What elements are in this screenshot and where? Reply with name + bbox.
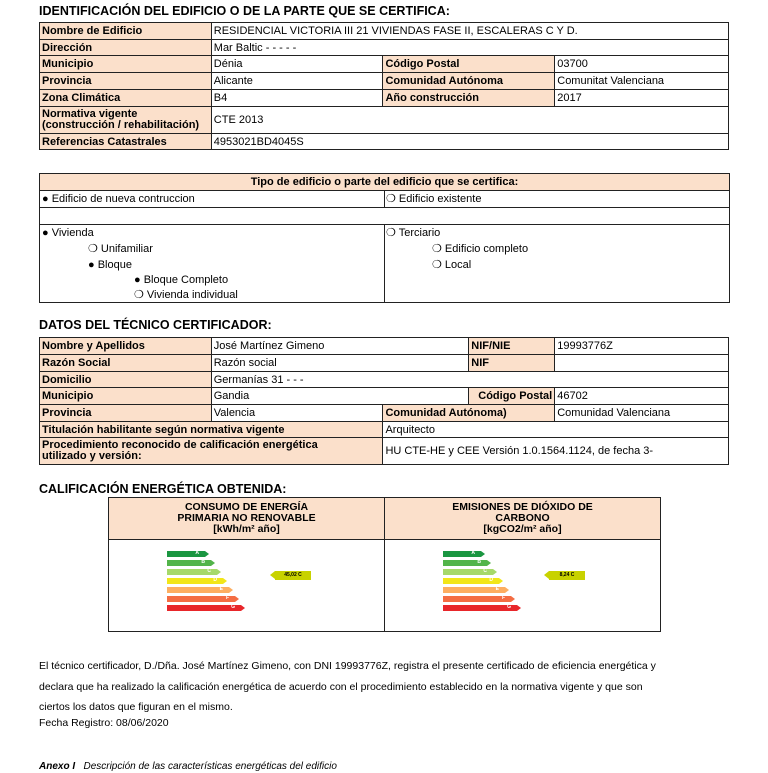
section-title-tecnico: DATOS DEL TÉCNICO CERTIFICADOR: <box>39 318 272 332</box>
declaration-line2: declara que ha realizado la calificación energética de acuerdo con el procedimiento establecido en la normativa vigente y que son <box>39 681 643 693</box>
consumo-scale-letter-e: E <box>219 586 223 592</box>
label-tec-comunidad: Comunidad Autónoma) <box>383 405 555 422</box>
value-ref-catastral: 4953021BD4045S <box>211 134 728 150</box>
emisiones-unit: [kgCO2/m² año] <box>483 523 562 535</box>
label-codigo-postal: Código Postal <box>383 56 555 73</box>
value-comunidad: Comunitat Valenciana <box>555 73 729 90</box>
consumo-scale-bar-c <box>167 569 217 575</box>
emisiones-scale-letter-f: F <box>501 595 505 601</box>
emisiones-scale-bar-e <box>443 587 505 593</box>
technician-table <box>39 337 729 465</box>
label-procedimiento <box>40 438 383 465</box>
normativa-label-line1: Normativa vigente <box>42 108 138 120</box>
label-comunidad: Comunidad Autónoma <box>383 73 555 90</box>
value-razon-social: Razón social <box>211 355 469 372</box>
value-nombre-apellidos: José Martínez Gimeno <box>211 338 469 355</box>
value-nif <box>555 355 729 372</box>
emisiones-scale-bar-d <box>443 578 499 584</box>
label-municipio: Municipio <box>40 56 212 73</box>
emisiones-title-line2: CARBONO <box>495 512 550 524</box>
value-nombre-edificio: RESIDENCIAL VICTORIA III 21 VIVIENDAS FASE II, ESCALERAS C Y D. <box>211 23 728 40</box>
option-terciario: ❍ Terciario <box>386 227 441 239</box>
emisiones-scale-letter-c: C <box>483 568 487 574</box>
emisiones-scale-letter-g: G <box>507 604 511 610</box>
label-nombre-edificio: Nombre de Edificio <box>40 23 212 40</box>
consumo-indicator: 45,02 C <box>275 571 311 580</box>
consumo-unit: [kWh/m² año] <box>213 523 280 535</box>
value-direccion: Mar Baltic - - - - - <box>211 40 728 56</box>
option-local: ❍ Local <box>432 259 472 271</box>
option-bloque-completo: ● Bloque Completo <box>134 274 229 286</box>
option-edificio-completo: ❍ Edificio completo <box>432 243 529 255</box>
label-anio-construccion: Año construcción <box>383 90 555 107</box>
emisiones-scale-letter-d: D <box>489 577 493 583</box>
consumo-scale-letter-a: A <box>195 550 199 556</box>
label-normativa <box>40 107 212 134</box>
consumo-scale-letter-d: D <box>213 577 217 583</box>
consumo-scale-letter-f: F <box>225 595 229 601</box>
emisiones-scale-bar-f <box>443 596 511 602</box>
fecha-registro: Fecha Registro: 08/06/2020 <box>39 717 169 729</box>
emisiones-scale-letter-b: B <box>477 559 481 565</box>
label-nif: NIF <box>469 355 555 372</box>
value-tec-provincia: Valencia <box>211 405 383 422</box>
anexo-label: Anexo I <box>39 761 76 772</box>
declaration-line3: ciertos los datos que figuran en el mismo. <box>39 701 233 713</box>
label-domicilio: Domicilio <box>40 372 212 388</box>
value-nif-nie: 19993776Z <box>555 338 729 355</box>
value-tec-municipio: Gandia <box>211 388 469 405</box>
section-title-calificacion: CALIFICACIÓN ENERGÉTICA OBTENIDA: <box>39 482 287 496</box>
option-edificio-existente: ❍ Edificio existente <box>386 193 482 205</box>
energy-rating-box <box>108 497 661 632</box>
consumo-scale-letter-b: B <box>201 559 205 565</box>
emisiones-scale-letter-e: E <box>495 586 499 592</box>
label-tec-provincia: Provincia <box>40 405 212 422</box>
declaration-text <box>39 656 739 730</box>
emisiones-scale-bar-g <box>443 605 517 611</box>
label-zona-climatica: Zona Climática <box>40 90 212 107</box>
emisiones-header <box>385 502 660 535</box>
emisiones-title-line1: EMISIONES DE DIÓXIDO DE <box>452 501 593 513</box>
consumo-scale-bar-b <box>167 560 211 566</box>
consumo-scale-bar-a <box>167 551 205 557</box>
value-provincia: Alicante <box>211 73 383 90</box>
option-nueva-construccion: ● Edificio de nueva contruccion <box>42 193 195 205</box>
emisiones-indicator: 8,24 C <box>549 571 585 580</box>
value-anio-construccion: 2017 <box>555 90 729 107</box>
consumo-scale-bar-d <box>167 578 223 584</box>
option-bloque: ● Bloque <box>88 259 132 271</box>
consumo-title-line2: PRIMARIA NO RENOVABLE <box>177 512 316 524</box>
consumo-scale-bar-g <box>167 605 241 611</box>
anexo-line <box>39 760 337 773</box>
building-type-box <box>39 173 730 303</box>
building-table <box>39 22 729 150</box>
value-normativa: CTE 2013 <box>211 107 728 134</box>
label-provincia: Provincia <box>40 73 212 90</box>
consumo-scale-letter-c: C <box>207 568 211 574</box>
label-tec-codigo-postal: Código Postal <box>469 388 555 405</box>
option-vivienda: ● Vivienda <box>42 227 94 239</box>
consumo-header <box>109 502 384 535</box>
label-nif-nie: NIF/NIE <box>469 338 555 355</box>
option-vivienda-individual: ❍ Vivienda individual <box>134 289 238 301</box>
option-unifamiliar: ❍ Unifamiliar <box>88 243 153 255</box>
emisiones-scale-bar-c <box>443 569 493 575</box>
emisiones-energy-scale <box>443 551 523 621</box>
label-direccion: Dirección <box>40 40 212 56</box>
anexo-text: Descripción de las características energéticas del edificio <box>83 761 337 772</box>
building-type-header: Tipo de edificio o parte del edificio que se certifica: <box>40 174 729 190</box>
label-tec-municipio: Municipio <box>40 388 212 405</box>
value-domicilio: Germanías 31 - - - <box>211 372 728 388</box>
consumo-scale-letter-g: G <box>231 604 235 610</box>
value-zona-climatica: B4 <box>211 90 383 107</box>
emisiones-scale-letter-a: A <box>471 550 475 556</box>
value-municipio: Dénia <box>211 56 383 73</box>
value-titulacion: Arquitecto <box>383 422 729 438</box>
declaration-line1: El técnico certificador, D./Dña. José Martínez Gimeno, con DNI 19993776Z, registra el presente certificado de eficiencia energética y <box>39 660 656 672</box>
label-titulacion: Titulación habilitante según normativa vigente <box>40 422 383 438</box>
label-nombre-apellidos: Nombre y Apellidos <box>40 338 212 355</box>
section-title-identificacion: IDENTIFICACIÓN DEL EDIFICIO O DE LA PARTE QUE SE CERTIFICA: <box>39 4 450 18</box>
consumo-scale-bar-e <box>167 587 229 593</box>
consumo-energy-scale <box>167 551 247 621</box>
procedimiento-label-line1: Procedimiento reconocido de calificación energética <box>42 439 318 451</box>
value-procedimiento: HU CTE-HE y CEE Versión 1.0.1564.1124, de fecha 3- <box>383 438 729 465</box>
consumo-title-line1: CONSUMO DE ENERGÍA <box>184 501 309 513</box>
label-razon-social: Razón Social <box>40 355 212 372</box>
label-ref-catastral: Referencias Catastrales <box>40 134 212 150</box>
procedimiento-label-line2: utilizado y versión: <box>42 450 142 462</box>
emisiones-scale-bar-a <box>443 551 481 557</box>
value-codigo-postal: 03700 <box>555 56 729 73</box>
normativa-label-line2: (construcción / rehabilitación) <box>42 119 200 131</box>
consumo-scale-bar-f <box>167 596 235 602</box>
value-tec-comunidad: Comunidad Valenciana <box>555 405 729 422</box>
emisiones-scale-bar-b <box>443 560 487 566</box>
value-tec-codigo-postal: 46702 <box>555 388 729 405</box>
